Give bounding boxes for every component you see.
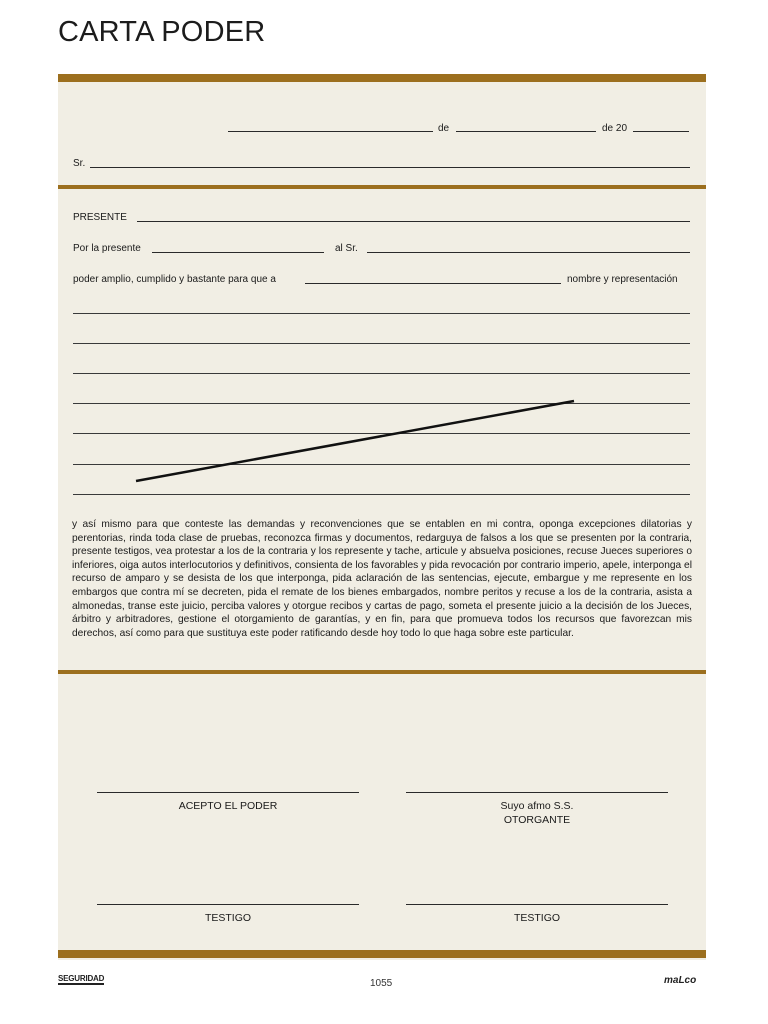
nombre-representacion-label: nombre y representación	[567, 274, 678, 285]
presente-label: PRESENTE	[73, 212, 127, 223]
de-label: de	[438, 123, 450, 134]
suyo-label: Suyo afmo S.S.	[500, 800, 574, 812]
acepto-signature-line[interactable]	[97, 792, 359, 793]
page-title: CARTA PODER	[58, 16, 266, 48]
year-prefix-label: de 20	[602, 123, 628, 134]
acepto-poder-label: ACEPTO EL PODER	[178, 800, 278, 812]
testigo-left-signature-line[interactable]	[97, 904, 359, 905]
malco-logo: maLco	[664, 975, 697, 986]
testigo-right-label: TESTIGO	[513, 912, 561, 924]
testigo-right-signature-line[interactable]	[406, 904, 668, 905]
testigo-left-label: TESTIGO	[204, 912, 252, 924]
otorgante-label: OTORGANTE	[503, 814, 571, 826]
al-sr-label: al Sr.	[335, 243, 358, 254]
page-number: 1055	[370, 978, 393, 989]
sr-label: Sr.	[73, 158, 86, 169]
otorgante-signature-line[interactable]	[406, 792, 668, 793]
por-la-presente-label: Por la presente	[73, 243, 141, 254]
seguridad-logo: SEGURIDAD	[58, 974, 105, 983]
powers-paragraph: y así mismo para que conteste las demandas y reconvenciones que se entablen en mi contra, oponga excepciones dilatorias y perentorias, rinda toda clase de pruebas, reconozca firmas y documentos, redarguya de falsos a los que se presenten por la contraria, presente testigos, vea protestar a los de la contraria y los represente y tache, articule y absuelva posiciones, recuse Jueces superiores o inferiores, oiga autos interlocutorios y definitivos, consienta de los favorables y pida revocación por contrario imperio, apele, interponga el recurso de amparo y se desista de los que interponga, pida aclaración de las sentencias, ejecute, embargue y me represente en los embargos que contra mí se decreten, pida el remate de los bienes embargados, nombre peritos y recuse a los de la contraria, asista a almonedas, transe este juicio, perciba valores y otorgue recibos y cartas de pago, someta el presente juicio a la decisión de los Jueces, árbitro y arbitradores, gestione el otorgamiento de garantías, y en fin, para que promueva todos los recursos que favorezcan mis derechos, así como para que sustituya este poder ratificando desde hoy todo lo que haga sobre este particular.	[72, 519, 692, 639]
poder-amplio-label: poder amplio, cumplido y bastante para que a	[73, 274, 276, 285]
